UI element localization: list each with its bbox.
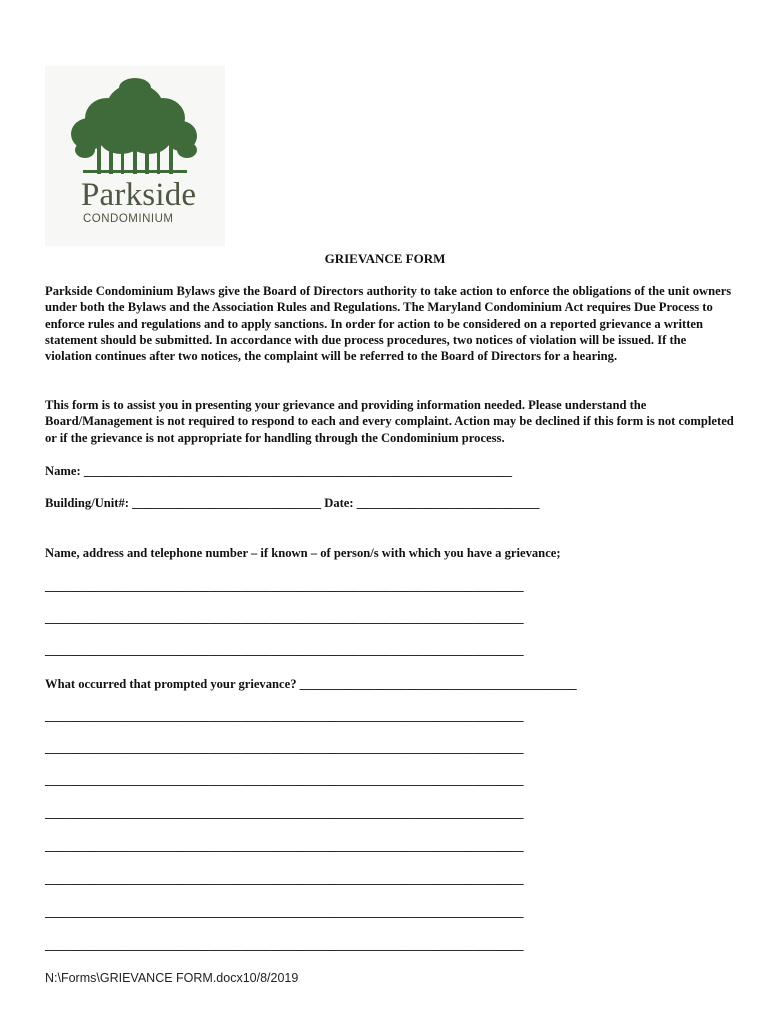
name-field[interactable]: ____________________________________________________________________ — [83, 464, 513, 478]
logo-subtitle: CONDOMINIUM — [83, 213, 174, 225]
occurred-line-6[interactable]: ____________________________________________________________________________ — [45, 872, 524, 886]
occurred-line-3[interactable]: ____________________________________________________________________________ — [45, 773, 524, 787]
date-label: Date: — [324, 496, 354, 510]
form-title: GRIEVANCE FORM — [324, 251, 446, 266]
parkside-logo — [45, 66, 225, 246]
occurred-line-8[interactable]: ____________________________________________________________________________ — [45, 938, 524, 952]
occurred-row — [45, 676, 577, 692]
building-label: Building/Unit#: — [45, 496, 129, 510]
persons-line-1[interactable]: ____________________________________________________________________________ — [45, 579, 524, 593]
persons-line-3[interactable]: ____________________________________________________________________________ — [45, 643, 524, 657]
persons-prompt: Name, address and telephone number – if known – of person/s with which you have a grievance; — [45, 546, 561, 560]
occurred-field[interactable]: ____________________________________________ — [299, 677, 577, 691]
occurred-line-4[interactable]: ____________________________________________________________________________ — [45, 806, 524, 820]
intro-paragraph: Parkside Condominium Bylaws give the Board of Directors authority to take action to enforce the obligations of the unit owners under both the Bylaws and the Association Rules and Regulations. The Maryland Condominium Act requires Due Process to enforce rules and regulations and to apply sanctions. In order for action to be considered on a reported grievance a written statement should be submitted. In accordance with due process procedures, two notices of violation will be issued. If the violation continues after two notices, the complaint will be referred to the Board of Directors for a hearing. — [45, 284, 732, 364]
occurred-prompt: What occurred that prompted your grievance? — [45, 677, 297, 691]
logo-name: Parkside — [81, 177, 197, 213]
name-row — [45, 463, 512, 479]
occurred-line-7[interactable]: ____________________________________________________________________________ — [45, 905, 524, 919]
name-label: Name: — [45, 464, 81, 478]
footer-file-path: N:\Forms\GRIEVANCE FORM.docx10/8/2019 — [45, 971, 299, 985]
occurred-line-1[interactable]: ____________________________________________________________________________ — [45, 709, 524, 723]
persons-line-2[interactable]: ____________________________________________________________________________ — [45, 611, 524, 625]
date-field[interactable]: _____________________________ — [356, 496, 540, 510]
building-field[interactable]: ______________________________ — [132, 496, 322, 510]
occurred-line-2[interactable]: ____________________________________________________________________________ — [45, 741, 524, 755]
occurred-line-5[interactable]: ____________________________________________________________________________ — [45, 839, 524, 853]
building-date-row — [45, 495, 539, 511]
assist-paragraph: This form is to assist you in presenting your grievance and providing information needed. Please understand the Board/Management is not required to respond to each and every complaint. Action may be declined if this form is not completed or if the grievance is not appropriate for handling through the Condominium process. — [45, 398, 734, 445]
